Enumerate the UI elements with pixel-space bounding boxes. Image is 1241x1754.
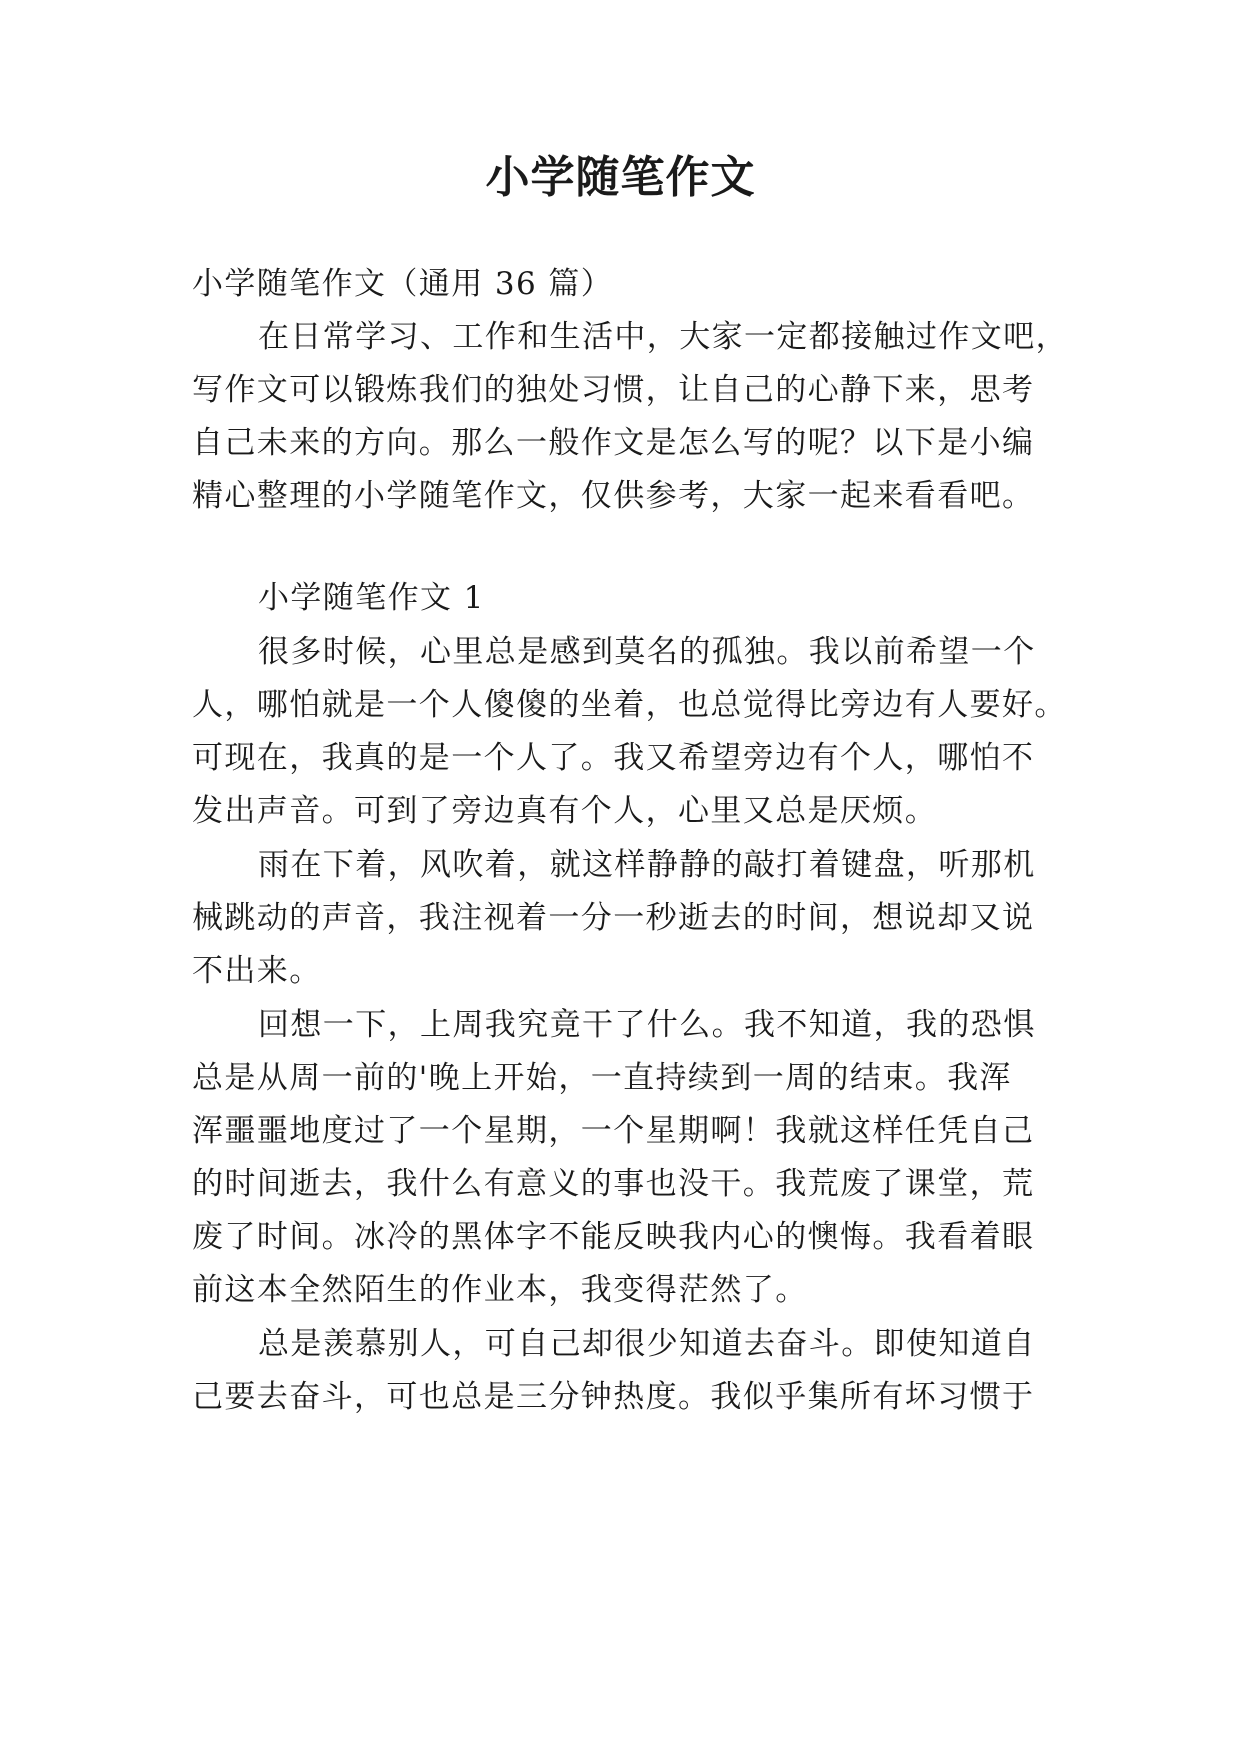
body-line: 不出来。 [192, 953, 322, 989]
body-line: 发出声音。可到了旁边真有个人，心里又总是厌烦。 [192, 793, 938, 829]
body-line: 回想一下，上周我究竟干了什么。我不知道，我的恐惧 [258, 1007, 1036, 1043]
intro-line-4: 精心整理的小学随笔作文，仅供参考，大家一起来看看吧。 [192, 478, 1035, 514]
body-line: 己要去奋斗，可也总是三分钟热度。我似乎集所有坏习惯于 [192, 1379, 1035, 1415]
body-line: 可现在，我真的是一个人了。我又希望旁边有个人，哪怕不 [192, 740, 1035, 776]
section-heading: 小学随笔作文 1 [258, 580, 485, 616]
body-line: 前这本全然陌生的作业本，我变得茫然了。 [192, 1272, 808, 1308]
intro-line-3: 自己未来的方向。那么一般作文是怎么写的呢？以下是小编 [192, 425, 1035, 461]
body-line: 浑噩噩地度过了一个星期，一个星期啊！我就这样任凭自己 [192, 1113, 1035, 1149]
intro-line-1: 在日常学习、工作和生活中，大家一定都接触过作文吧， [258, 319, 1068, 355]
body-line: 雨在下着，风吹着，就这样静静的敲打着键盘，听那机 [258, 847, 1036, 883]
body-line: 总是羡慕别人，可自己却很少知道去奋斗。即使知道自 [258, 1326, 1036, 1362]
body-line: 很多时候，心里总是感到莫名的孤独。我以前希望一个 [258, 634, 1036, 670]
document-title: 小学随笔作文 [485, 152, 756, 203]
body-line: 总是从周一前的'晚上开始，一直持续到一周的结束。我浑 [192, 1060, 1012, 1096]
subtitle-line: 小学随笔作文（通用 36 篇） [192, 266, 614, 302]
body-line: 的时间逝去，我什么有意义的事也没干。我荒废了课堂，荒 [192, 1166, 1035, 1202]
body-line: 械跳动的声音，我注视着一分一秒逝去的时间，想说却又说 [192, 900, 1035, 936]
body-line: 人，哪怕就是一个人傻傻的坐着，也总觉得比旁边有人要好。 [192, 687, 1067, 723]
intro-line-2: 写作文可以锻炼我们的独处习惯，让自己的心静下来，思考 [192, 372, 1035, 408]
body-line: 废了时间。冰冷的黑体字不能反映我内心的懊悔。我看着眼 [192, 1219, 1035, 1255]
